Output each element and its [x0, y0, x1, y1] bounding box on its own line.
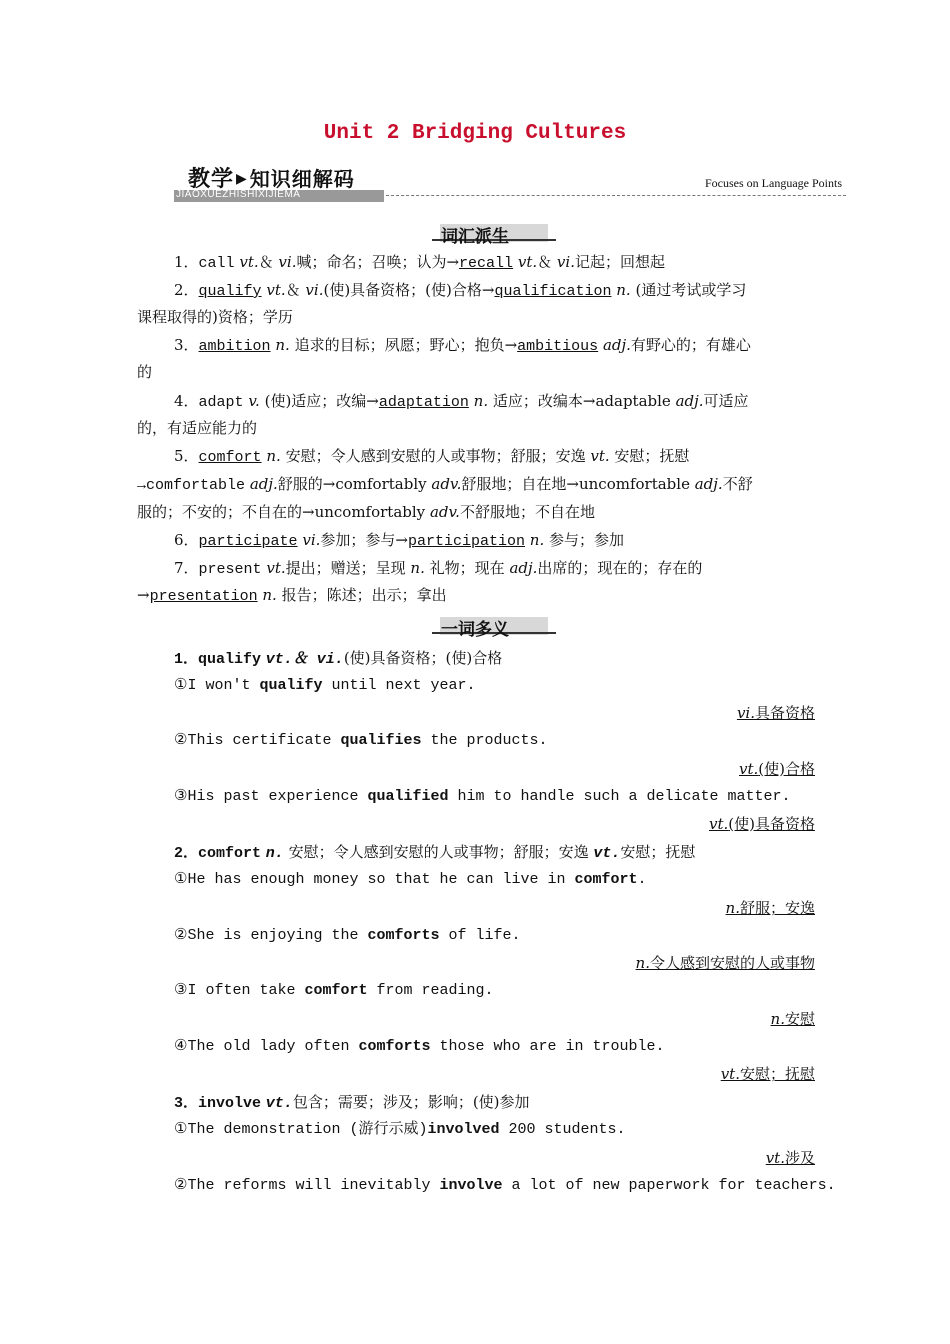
definition: 追求的目标；夙愿；野心；抱负→ [294, 336, 518, 354]
pos: n. [266, 447, 281, 465]
example-text: those who are in trouble. [430, 1038, 665, 1055]
headword: 3．involve [174, 1095, 262, 1112]
pos: vt. [720, 1065, 740, 1083]
sense: 具备资格 [754, 704, 815, 722]
vocab-item-6 [174, 530, 854, 552]
pos: adj. [694, 475, 723, 493]
definition: 包含；需要；涉及；影响；(使)参加 [292, 1093, 530, 1111]
pos: n. [275, 336, 290, 354]
sense: 涉及 [784, 1149, 815, 1167]
vocab-item-5-line3 [137, 502, 817, 522]
poly-head-1 [174, 648, 854, 670]
pos: vt. [517, 253, 538, 271]
definition: (使)具备资格；(使)合格 [343, 649, 503, 667]
definition: (使)具备资格；(使)合格→ [323, 281, 495, 299]
pos: adj. [675, 392, 704, 410]
pos: adj. [509, 559, 538, 577]
definition: 礼物；现在 [429, 559, 505, 577]
example-text: ①The demonstration (游行示威) [174, 1121, 428, 1138]
example-sentence [174, 981, 854, 1001]
headword: call [198, 255, 235, 272]
item-number: 3． [174, 336, 199, 354]
keyword: qualifies [340, 732, 422, 749]
vocab-item-2-cont: 课程取得的)资格；学历 [137, 308, 293, 326]
headword: qualify [198, 283, 262, 300]
vocab-item-5 [174, 446, 854, 468]
vocab-item-4-cont: 的，有适应能力的 [137, 419, 258, 437]
pos: n. [473, 392, 489, 410]
sense-tag [137, 703, 815, 723]
vocab-item-3 [174, 335, 854, 357]
poly-head-2 [174, 842, 854, 864]
definition: 报告；陈述；出示；拿出 [281, 586, 447, 604]
definition: 安慰；抚慰 [620, 843, 696, 861]
pos: v. [248, 392, 260, 410]
vocab-item-5-line2 [137, 474, 817, 496]
pos: n. [725, 899, 740, 917]
pos: vt. [739, 760, 759, 778]
section-label-text: 一词多义 [441, 620, 509, 640]
sense-tag [137, 1009, 815, 1029]
header-dotted-rule [386, 195, 846, 196]
headword: adapt [198, 394, 244, 411]
definition: 安慰；令人感到安慰的人或事物；舒服；安逸 [288, 843, 589, 861]
pos: vt. [593, 845, 621, 862]
definition: 出席的；现在的；存在的 [537, 559, 703, 577]
pos: vt. [239, 253, 259, 271]
definition: 不舒服地；不自在地 [459, 503, 595, 521]
sense: 安慰 [784, 1010, 815, 1028]
pos: n. [529, 531, 545, 549]
pos: adj. [602, 336, 631, 354]
section-header [174, 162, 846, 202]
vocab-item-1 [174, 252, 854, 274]
derived-word: ambitious [517, 338, 599, 355]
arrow: → [137, 586, 150, 604]
pos: vt. [709, 815, 729, 833]
definition: 安慰；令人感到安慰的人或事物；舒服；安逸 [285, 447, 586, 465]
example-text: ②This certificate [174, 732, 341, 749]
header-pinyin: JIAOXUEZHISHIXIJIEMA [176, 189, 301, 200]
header-subtitle: Focuses on Language Points [705, 176, 842, 190]
pos: vt. [590, 447, 610, 465]
derived-word: recall [459, 255, 514, 272]
sense-tag [137, 898, 815, 918]
sense-tag [137, 1064, 815, 1084]
definition: 服的；不安的；不自在的→uncomfortably [137, 503, 426, 521]
header-rest-text: 知识细解码 [249, 167, 355, 191]
header-title [188, 162, 355, 193]
example-sentence [174, 870, 854, 890]
example-sentence [174, 787, 854, 807]
example-text: ③His past experience [174, 788, 368, 805]
headword: present [198, 561, 262, 578]
keyword: comforts [358, 1038, 431, 1055]
pos: adv. [429, 503, 460, 521]
definition: 安慰；抚慰 [614, 447, 690, 465]
example-text: from reading. [367, 982, 494, 999]
vocab-item-3-cont: 的 [137, 363, 153, 381]
pos: adv. [431, 475, 462, 493]
definition: 参加；参与→ [320, 531, 408, 549]
example-text: ①He has enough money so that he can live in [174, 871, 575, 888]
example-text: a lot of new paperwork for teachers. [502, 1177, 836, 1194]
keyword: qualified [367, 788, 449, 805]
definition: 有野心的；有雄心 [630, 336, 751, 354]
example-text: of life. [439, 927, 521, 944]
example-text: him to handle such a delicate matter. [448, 788, 791, 805]
headword: 1．qualify [174, 651, 262, 668]
vocab-item-7-cont [137, 585, 817, 607]
definition: 参与；参加 [549, 531, 625, 549]
item-number: 4． [174, 392, 199, 410]
keyword: qualify [259, 677, 323, 694]
example-text: ②The reforms will inevitably [174, 1177, 440, 1194]
item-number: 2． [174, 281, 199, 299]
pos: vt. [266, 281, 286, 299]
derived-word: participation [407, 533, 526, 550]
section-label-derivation [0, 222, 950, 246]
definition: 记起；回想起 [574, 253, 665, 271]
page-title: Unit 2 Bridging Cultures [323, 122, 627, 145]
keyword: comfort [304, 982, 368, 999]
headword: comfort [198, 449, 262, 466]
example-sentence [174, 1176, 854, 1196]
amp: ＆ [258, 253, 274, 271]
amp: ＆ [285, 281, 301, 299]
headword: ambition [198, 338, 271, 355]
pos: vi. [302, 531, 321, 549]
vocab-item-2 [174, 280, 816, 302]
definition: 适应；改编本→adaptable [492, 392, 671, 410]
pos: vt. [266, 559, 286, 577]
item-number: 5． [174, 447, 199, 465]
example-text: . [637, 871, 647, 888]
sense-tag [137, 1148, 815, 1168]
section-label-polysemy [0, 615, 950, 639]
example-sentence [174, 1037, 854, 1057]
section-label-text: 词汇派生 [441, 227, 509, 247]
definition: 提出；赠送；呈现 [285, 559, 406, 577]
example-text: ②She is enjoying the [174, 927, 368, 944]
pos: n. [616, 281, 631, 299]
sense: 舒服；安逸 [739, 899, 815, 917]
definition: (使)适应；改编→ [264, 392, 379, 410]
item-number: 7． [174, 559, 199, 577]
pos: vt. [265, 1095, 293, 1112]
keyword: comfort [574, 871, 638, 888]
pos: vi. [305, 281, 324, 299]
sense: (使)合格 [758, 760, 815, 778]
example-sentence [174, 731, 854, 751]
pos: n. [635, 954, 650, 972]
vocab-item-7 [174, 558, 854, 580]
sense-tag [137, 814, 815, 834]
example-sentence [174, 926, 854, 946]
pos: vt. [765, 1149, 785, 1167]
vocab-item-4 [174, 391, 854, 413]
keyword: involve [439, 1177, 503, 1194]
pos: vi. [556, 253, 575, 271]
derived-word: adaptation [378, 394, 469, 411]
example-text: until next year. [322, 677, 476, 694]
definition: 舒服地；自在地→uncomfortable [461, 475, 690, 493]
sense-tag [137, 759, 815, 779]
pos: vi. [278, 253, 297, 271]
example-text: ④The old lady often [174, 1038, 359, 1055]
pos: n. [410, 559, 425, 577]
headword: 2．comfort [174, 845, 262, 862]
item-number: 1． [174, 253, 199, 271]
definition: 可适应 [703, 392, 749, 410]
example-sentence [174, 676, 854, 696]
keyword: involved [427, 1121, 500, 1138]
definition: 舒服的→comfortably [277, 475, 427, 493]
derived-word: presentation [149, 588, 258, 605]
pos: n. [265, 845, 284, 862]
example-text: ③I often take [174, 982, 305, 999]
amp: ＆ [537, 253, 553, 271]
poly-head-3 [174, 1092, 854, 1114]
pos: vt.＆ vi. [265, 651, 344, 668]
sense: 令人感到安慰的人或事物 [649, 954, 815, 972]
header-main-text: 教学 [188, 167, 235, 192]
example-text: the products. [421, 732, 548, 749]
pos: n. [770, 1010, 785, 1028]
definition: 喊；命名；召唤；认为→ [296, 253, 460, 271]
pos: vi. [736, 704, 755, 722]
derived-word: →comfortable [137, 477, 246, 494]
headword: participate [198, 533, 298, 550]
sense: (使)具备资格 [728, 815, 815, 833]
sense-tag [137, 953, 815, 973]
sense: 安慰；抚慰 [739, 1065, 815, 1083]
example-text: 200 students. [499, 1121, 626, 1138]
example-text: ①I won't [174, 677, 260, 694]
definition: (通过考试或学习 [635, 281, 747, 299]
pos: adj. [249, 475, 278, 493]
keyword: comforts [367, 927, 440, 944]
header-arrow-icon: ▶ [236, 171, 248, 187]
item-number: 6． [174, 531, 199, 549]
derived-word: qualification [494, 283, 612, 300]
example-sentence [174, 1120, 854, 1140]
definition: 不舒 [722, 475, 753, 493]
pos: n. [262, 586, 277, 604]
